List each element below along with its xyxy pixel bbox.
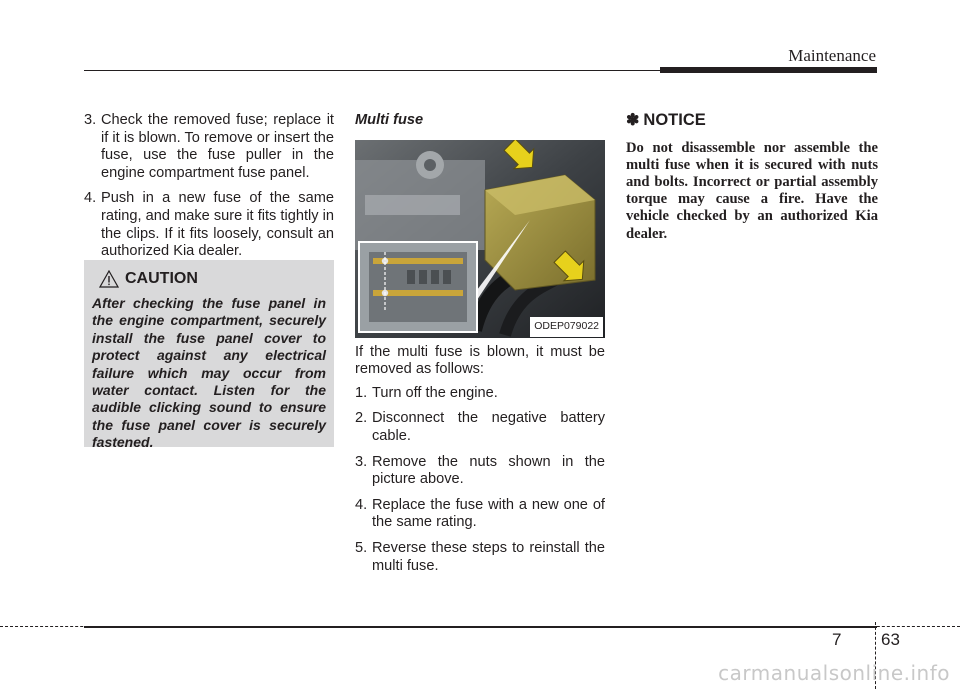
header-rule [84, 70, 660, 71]
step-item [84, 112, 334, 182]
step-item [355, 385, 605, 403]
section-title: Multi fuse [355, 112, 424, 128]
notice-title: NOTICE [643, 111, 706, 129]
caution-text: After checking the fuse panel in the engine compartment, securely install the fuse panel cover to protect against any electrical failure which may occur from water contact. Listen for the audible clicking sound to ensure the fuse panel cover is securely fastened. [92, 295, 326, 451]
warning-triangle-icon [99, 270, 119, 288]
step-text: Turn off the engine. [372, 384, 498, 401]
middle-column [355, 112, 605, 583]
caution-title: CAUTION [125, 270, 198, 287]
notice-header [626, 112, 878, 130]
step-number: 4. [355, 496, 368, 513]
step-number: 2. [355, 410, 368, 427]
step-text: Disconnect the negative battery cable. [372, 410, 605, 444]
notice-star-icon: ✽ [626, 112, 640, 129]
caution-box [84, 260, 334, 451]
step-text: Reverse these steps to reinstall the multi fuse. [372, 539, 605, 574]
step-number: 3. [355, 453, 368, 470]
right-column [626, 112, 878, 243]
page-header-title: Maintenance [788, 46, 876, 65]
step-number: 4. [84, 190, 97, 207]
caution-header [92, 270, 326, 288]
page-number: 63 [881, 630, 900, 649]
step-item [355, 497, 605, 532]
left-column [84, 112, 334, 269]
step-item [84, 190, 334, 260]
watermark: carmanualsonline.info [718, 661, 950, 685]
step-number: 5. [355, 539, 368, 556]
step-text: Check the removed fuse; replace it if it is blown. To remove or insert the fuse, use the fuse puller in the engine compartment fuse panel. [101, 112, 334, 181]
notice-text: Do not disassemble nor assemble the multi fuse when it is secured with nuts and bolts. Incorrect or partial assembly torque may cause a fire. Have the vehicle checked by an authorized Kia dealer. [626, 139, 878, 242]
header-rule-accent [660, 67, 877, 73]
footer-rule [84, 626, 877, 628]
step-number: 1. [355, 384, 368, 401]
step-item [355, 540, 605, 575]
step-text: Push in a new fuse of the same rating, and make sure it fits tightly in the clips. If it fits loosely, consult an authorized Kia dealer. [101, 190, 334, 260]
step-text: Replace the fuse with a new one of the same rating. [372, 496, 605, 531]
step-item [355, 410, 605, 445]
multi-fuse-intro: If the multi fuse is blown, it must be removed as follows: [355, 343, 605, 378]
step-number: 3. [84, 112, 97, 128]
engine-photo [355, 140, 605, 338]
chapter-number: 7 [832, 630, 842, 649]
step-text: Remove the nuts shown in the picture above. [372, 453, 605, 488]
step-item [355, 454, 605, 489]
photo-code: ODEP079022 [530, 317, 603, 337]
engine-illustration [355, 140, 605, 338]
